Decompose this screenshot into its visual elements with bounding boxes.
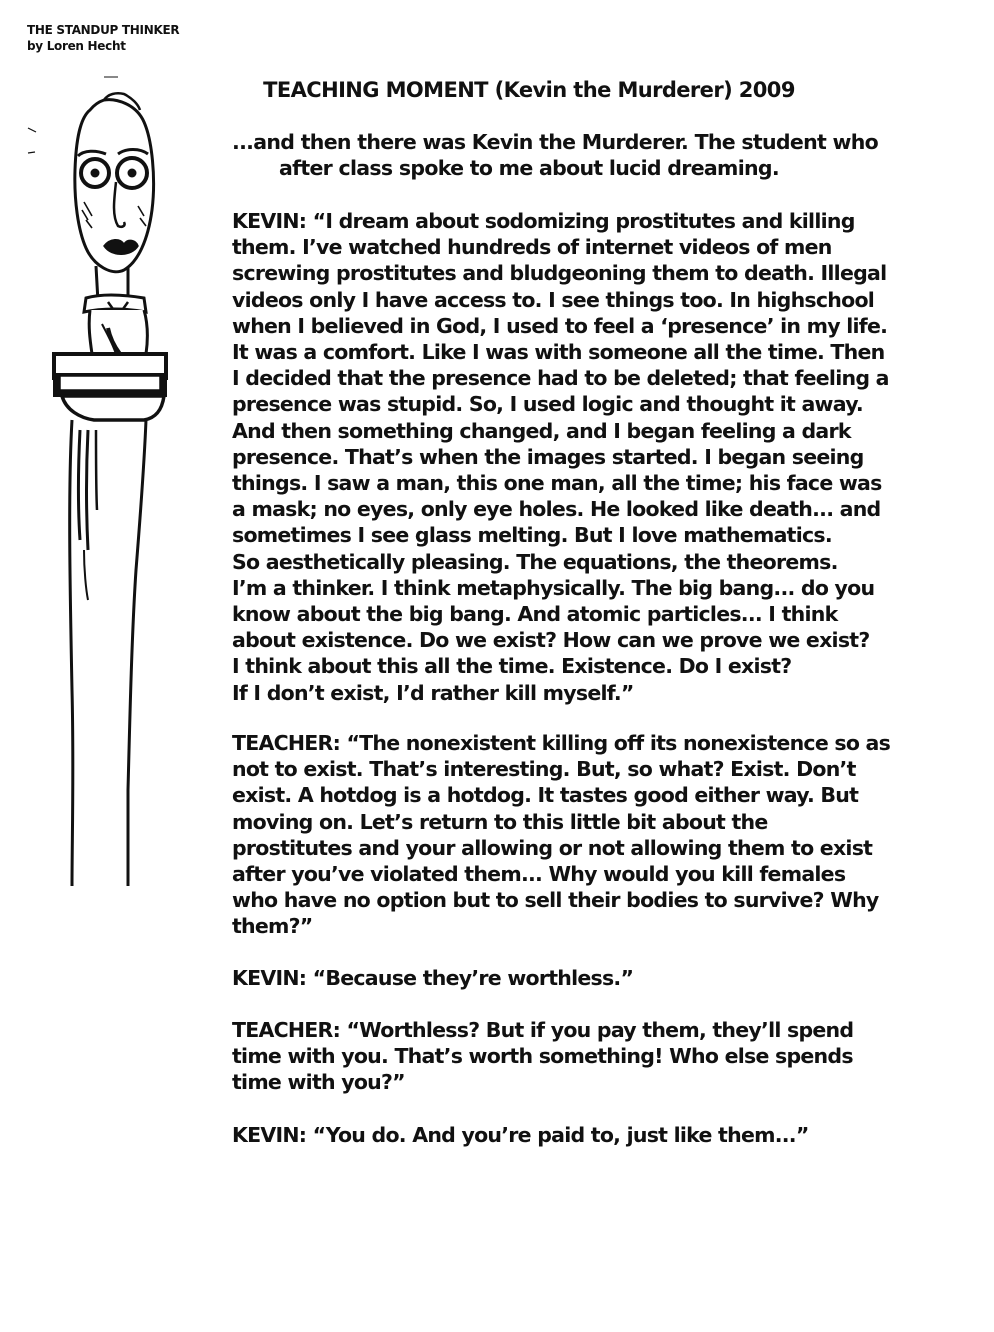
dialog-line: If I don’t exist, I’d rather kill myself.” (232, 680, 634, 705)
dialog-line: exist. A hotdog is a hotdog. It tastes good either way. But (232, 783, 859, 808)
dialog-text: “I dream about sodomizing prostitutes and killing (312, 209, 855, 233)
series-title: THE STANDUP THINKER (27, 23, 180, 37)
dialog-line: I’m a thinker. I think metaphysically. The big bang... do you (232, 575, 875, 600)
dialog-line (232, 1017, 854, 1043)
dialog-line: who have no option but to sell their bodies to survive? Why (232, 888, 879, 913)
dialog-line: It was a comfort. Like I was with someone all the time. Then (232, 340, 885, 365)
dialog-line: things. I saw a man, this one man, all the time; his face was (232, 471, 882, 496)
dialog-line: presence was stupid. So, I used logic and thought it away. (232, 392, 863, 417)
page-header (27, 22, 179, 54)
dialog-line: moving on. Let’s return to this little bit about the (232, 809, 768, 834)
dialog-teacher-1 (232, 730, 891, 940)
dialog-kevin-2 (232, 965, 832, 991)
dialog-line (232, 208, 855, 234)
speaker-label: KEVIN: (232, 1123, 307, 1147)
dialog-line: not to exist. That’s interesting. But, so what? Exist. Don’t (232, 757, 856, 782)
dialog-text: “Because they’re worthless.” (312, 966, 634, 990)
dialog-line: time with you?” (232, 1070, 405, 1095)
dialog-line: I think about this all the time. Existence. Do I exist? (232, 654, 792, 679)
speaker-label: KEVIN: (232, 966, 307, 990)
dialog-line: sometimes I see glass melting. But I love mathematics. (232, 523, 832, 548)
dialog-line: know about the big bang. And atomic particles... I think (232, 602, 838, 627)
dialog-line: So aesthetically pleasing. The equations, the theorems. (232, 549, 838, 574)
dialog-teacher-2 (232, 1017, 854, 1096)
dialog-line: about existence. Do we exist? How can we prove we exist? (232, 628, 870, 653)
dialog-line: when I believed in God, I used to feel a ‘presence’ in my life. (232, 313, 888, 338)
dialog-line: presence. That’s when the images started. I began seeing (232, 444, 864, 469)
dialog-line: screwing prostitutes and bludgeoning them to death. Illegal (232, 261, 887, 286)
speaker-label: KEVIN: (232, 209, 307, 233)
dialog-kevin-1 (232, 208, 889, 706)
intro-paragraph (232, 129, 879, 181)
dialog-line: prostitutes and your allowing or not allowing them to exist (232, 835, 873, 860)
speaker-label: TEACHER: (232, 731, 341, 755)
dialog-line (232, 965, 832, 991)
dialog-line: I decided that the presence had to be deleted; that feeling a (232, 366, 889, 391)
speaker-label: TEACHER: (232, 1018, 341, 1042)
dialog-text: “You do. And you’re paid to, just like them...” (312, 1123, 809, 1147)
thinker-figure-illustration (20, 70, 170, 900)
dialog-line: them?” (232, 914, 313, 939)
intro-line: ...and then there was Kevin the Murderer. The student who (232, 130, 879, 154)
dialog-kevin-3 (232, 1122, 832, 1148)
dialog-line (232, 730, 891, 756)
intro-line: after class spoke to me about lucid dreaming. (279, 156, 779, 180)
dialog-line: And then something changed, and I began feeling a dark (232, 418, 851, 443)
dialog-text: “The nonexistent killing off its nonexistence so as (346, 731, 891, 755)
byline: by Loren Hecht (27, 39, 126, 53)
article-title: TEACHING MOMENT (Kevin the Murderer) 2009 (263, 78, 795, 102)
dialog-line: time with you. That’s worth something! Who else spends (232, 1044, 853, 1069)
dialog-text: “Worthless? But if you pay them, they’ll spend (346, 1018, 854, 1042)
dialog-line (232, 1122, 832, 1148)
dialog-line: them. I’ve watched hundreds of internet videos of men (232, 235, 832, 260)
dialog-line: a mask; no eyes, only eye holes. He looked like death... and (232, 497, 881, 522)
dialog-line: after you’ve violated them... Why would you kill females (232, 862, 846, 887)
dialog-line: videos only I have access to. I see things too. In highschool (232, 287, 875, 312)
